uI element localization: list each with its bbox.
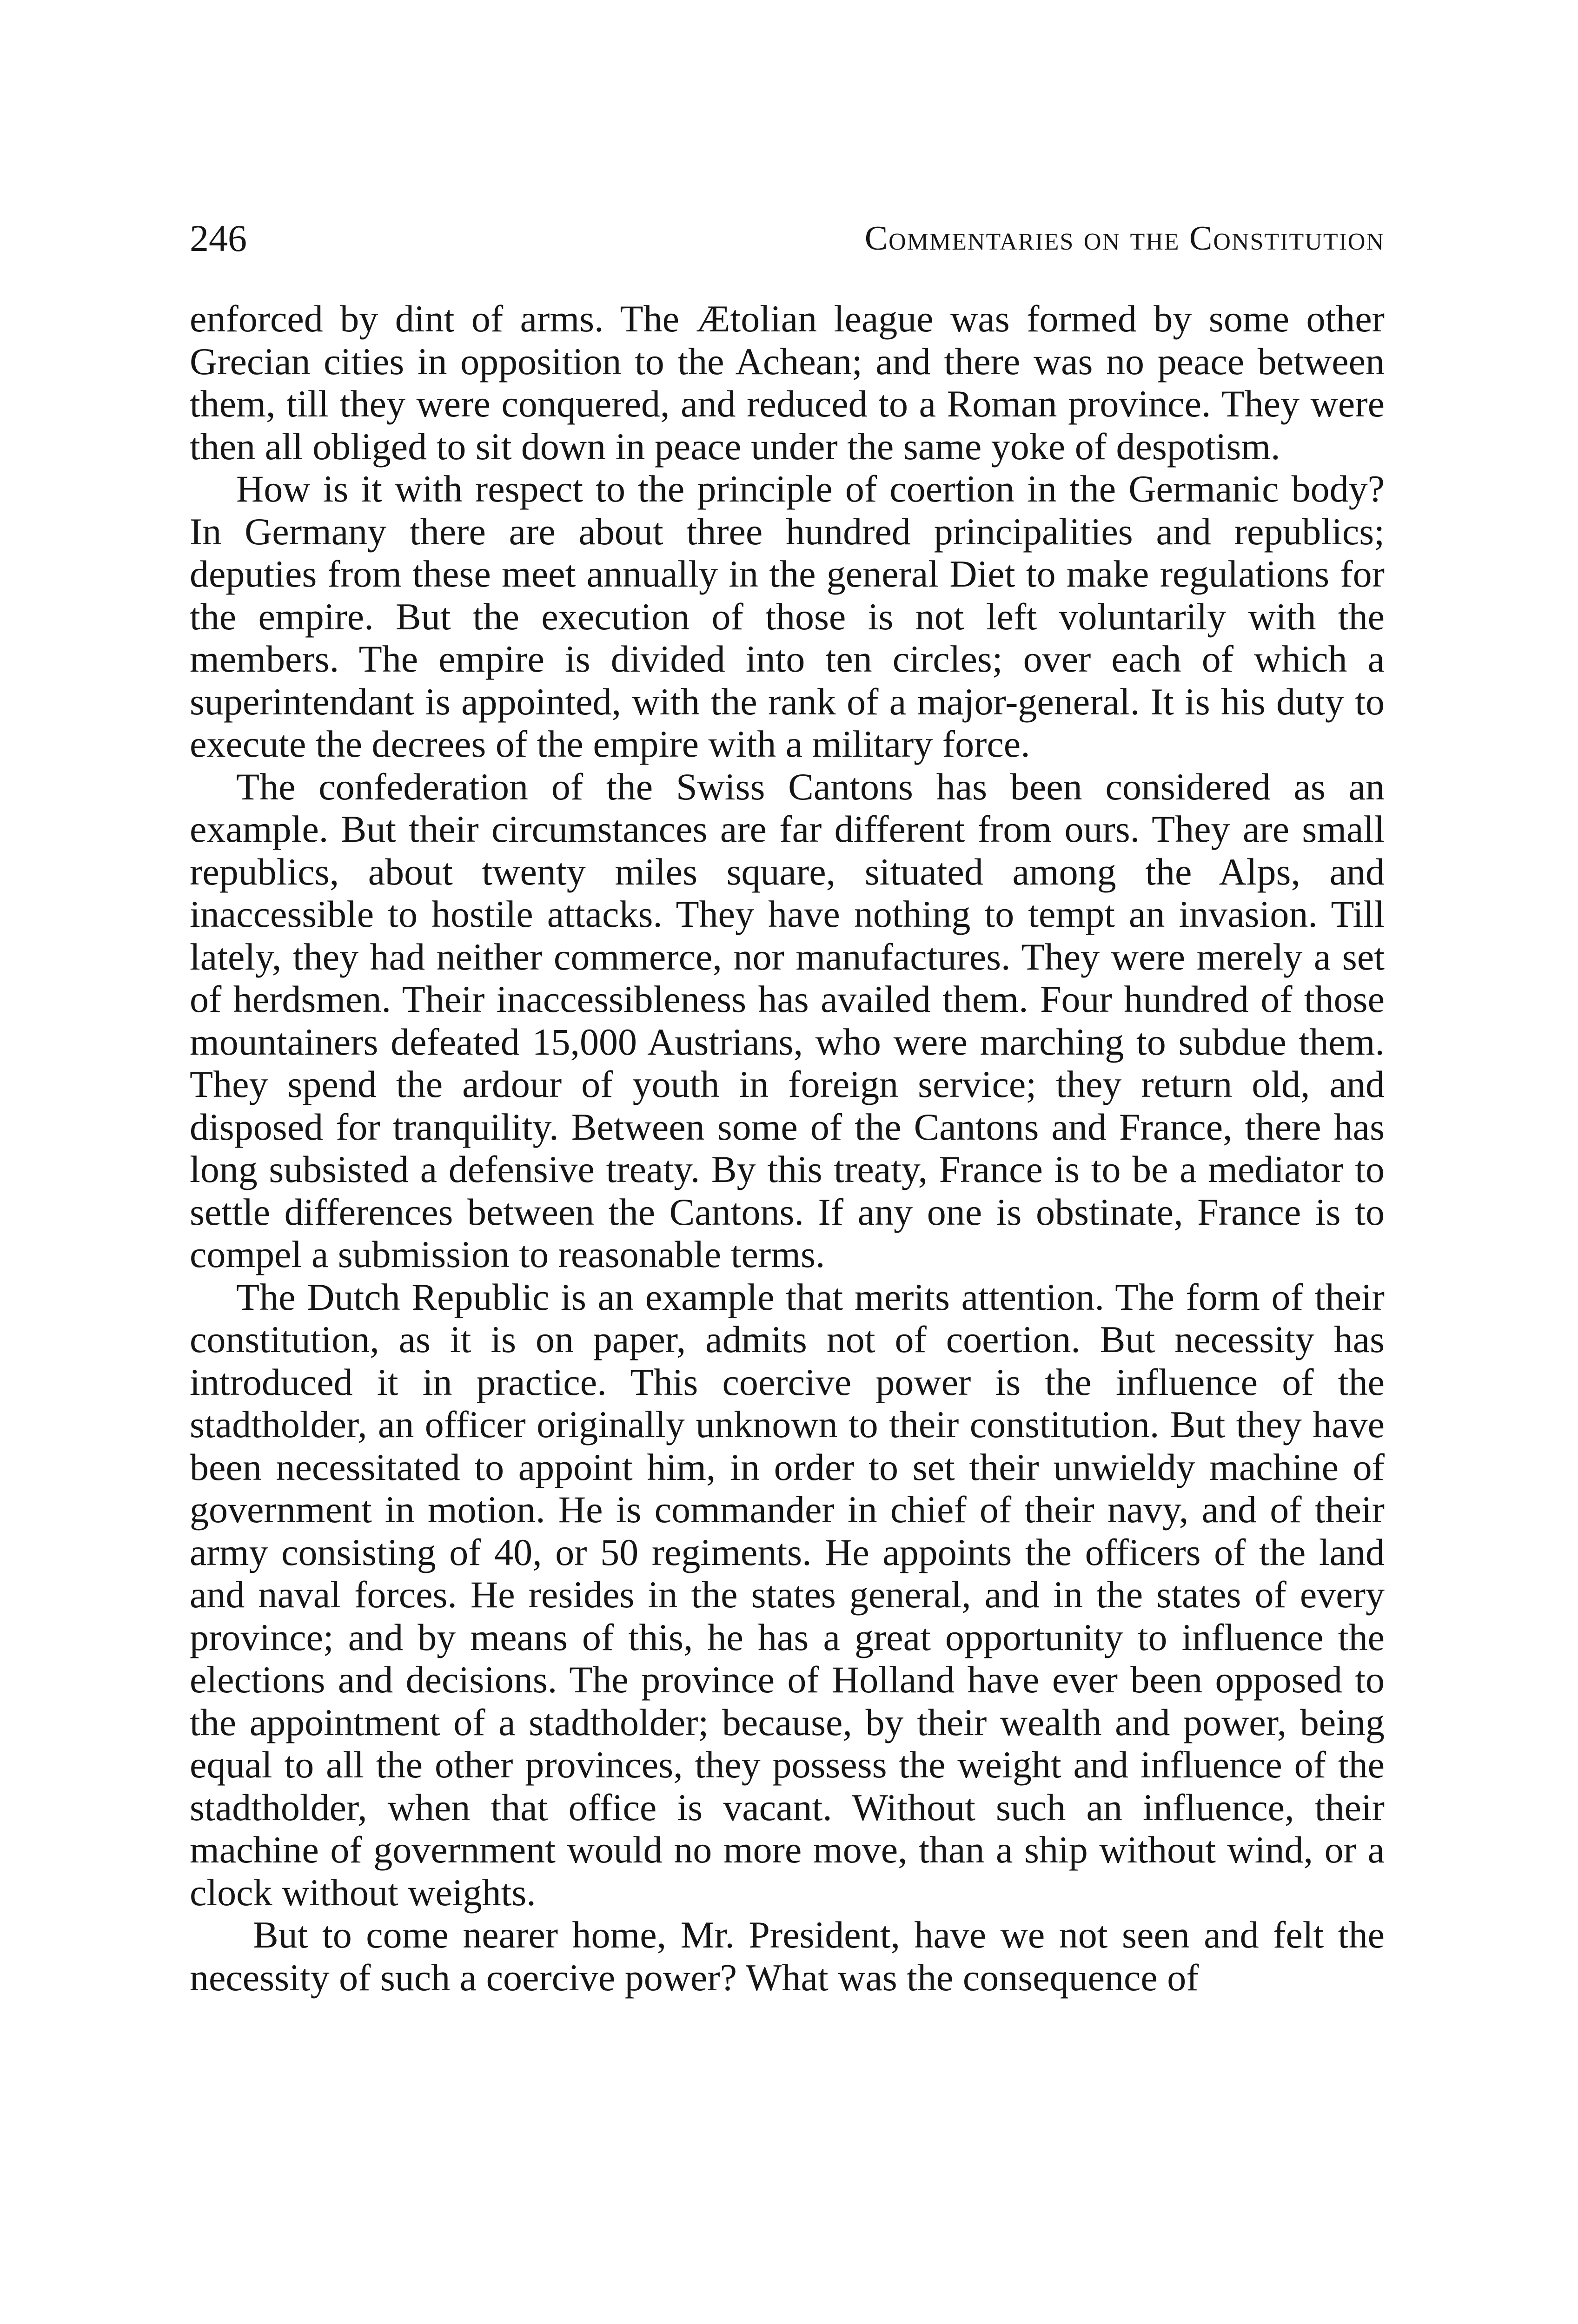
page-number: 246 <box>190 217 247 259</box>
paragraph-germanic-body: How is it with respect to the principle of coertion in the Germanic body? In Germany there are about three hundred principalities and republics; deputies from these meet annually in the general Diet to make regulations for the empire. But the execution of those is not left voluntarily with the members. The empire is divided into ten circles; over each of which a superintendant is appointed, with the rank of a major-general. It is his duty to execute the decrees of the empire with a military force. <box>190 468 1385 765</box>
paragraph-nearer-home: But to come nearer home, Mr. President, have we not seen and felt the necessity of such a coercive power? What was the consequence of <box>190 1914 1385 1999</box>
body-text <box>190 297 1385 1999</box>
running-title: Commentaries on the Constitution <box>864 219 1385 257</box>
paragraph-dutch-republic: The Dutch Republic is an example that merits attention. The form of their constitution, as it is on paper, admits not of coertion. But necessity has introduced it in practice. This coercive power is the influence of the stadtholder, an officer originally unknown to their constitution. But they have been necessitated to appoint him, in order to set their unwieldy machine of government in motion. He is commander in chief of their navy, and of their army consisting of 40, or 50 regiments. He appoints the officers of the land and naval forces. He resides in the states general, and in the states of every province; and by means of this, he has a great opportunity to influence the elections and decisions. The province of Holland have ever been opposed to the appointment of a stadtholder; because, by their wealth and power, being equal to all the other provinces, they possess the weight and influence of the stadtholder, when that office is vacant. Without such an influence, their machine of government would no more move, than a ship without wind, or a clock without weights. <box>190 1275 1385 1914</box>
running-head <box>190 213 1385 264</box>
paragraph-aetolian-league: enforced by dint of arms. The Ætolian league was formed by some other Grecian cities in opposition to the Achean; and there was no peace between them, till they were conquered, and reduced to a Roman province. They were then all obliged to sit down in peace under the same yoke of despotism. <box>190 297 1385 468</box>
paragraph-swiss-cantons: The confederation of the Swiss Cantons has been considered as an example. But their circumstances are far different from ours. They are small republics, about twenty miles square, situated among the Alps, and inaccessible to hostile attacks. They have nothing to tempt an invasion. Till lately, they had neither commerce, nor manufactures. They were merely a set of herdsmen. Their inaccessibleness has availed them. Four hundred of those mountainers defeated 15,000 Austrians, who were marching to subdue them. They spend the ardour of youth in foreign service; they return old, and disposed for tranquility. Between some of the Cantons and France, there has long subsisted a defensive treaty. By this treaty, France is to be a mediator to settle differences between the Cantons. If any one is obstinate, France is to compel a submission to reasonable terms. <box>190 765 1385 1275</box>
